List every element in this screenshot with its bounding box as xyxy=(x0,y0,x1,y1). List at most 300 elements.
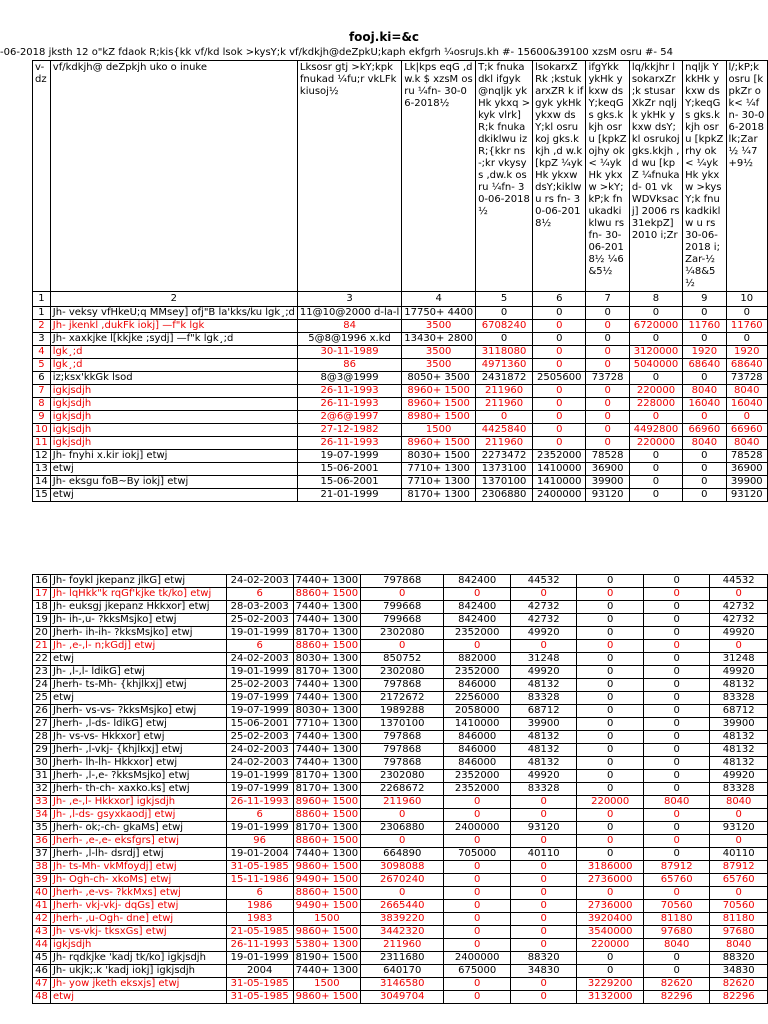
total-pay-value: 797868 xyxy=(361,731,444,744)
row-number: 40 xyxy=(33,887,51,900)
table-row xyxy=(33,705,768,718)
second-benefit-increase: 11760 xyxy=(683,320,726,333)
second-benefit-increase: 66960 xyxy=(683,424,726,437)
employee-name: Jh- ,l-ds- gsyxkaodj] etwj xyxy=(50,809,226,822)
pay-scale: 8960+ 1500 xyxy=(293,796,360,809)
joining-date: 2@6@1997 xyxy=(297,411,401,424)
pay-scale: 3500 xyxy=(402,320,476,333)
row-number: 1 xyxy=(33,307,51,320)
pay-scale: 8030+ 1300 xyxy=(293,705,360,718)
row-number: 20 xyxy=(33,627,51,640)
pay-scale: 7710+ 1300 xyxy=(402,463,476,476)
employee-name: Jh- vs-vs- Hkkxor] etwj xyxy=(50,731,226,744)
employee-name: Jherh- ,l-lh- dsrdj] etwj xyxy=(50,848,226,861)
current-increase-value: 87912 xyxy=(710,861,768,874)
employee-name: Jh- ukjk;.k 'kadj iokj] igkjsdjh xyxy=(50,965,226,978)
employee-name: Jh- rqdkjke 'kadj tk/ko] igkjsdjh xyxy=(50,952,226,965)
employee-name: Jh- fnyhi x.kir iokj] etwj xyxy=(50,450,297,463)
revised-cost-value: 0 xyxy=(577,692,644,705)
second-benefit-increase: 0 xyxy=(644,770,710,783)
revised-cost-value: 0 xyxy=(577,952,644,965)
pay-scale: 7710+ 1300 xyxy=(293,718,360,731)
total-pay-value: 1370100 xyxy=(476,476,533,489)
joining-date: 21-01-1999 xyxy=(297,489,401,502)
joining-date: 19-07-1999 xyxy=(226,783,293,796)
row-number: 23 xyxy=(33,666,51,679)
increase-value: 0 xyxy=(586,307,629,320)
second-benefit-increase: 0 xyxy=(644,757,710,770)
table-row xyxy=(33,359,768,372)
table-row xyxy=(33,437,768,450)
increase-value: 39900 xyxy=(586,476,629,489)
revised-cost-value: 3920400 xyxy=(577,913,644,926)
row-number: 28 xyxy=(33,731,51,744)
scheme-cost-value: 0 xyxy=(444,913,511,926)
row-number: 42 xyxy=(33,913,51,926)
revised-cost-value: 0 xyxy=(577,614,644,627)
scheme-cost-value: 0 xyxy=(444,939,511,952)
pay-scale: 8030+ 1300 xyxy=(293,653,360,666)
column-number-row xyxy=(33,292,768,307)
pay-scale: 7440+ 1300 xyxy=(293,679,360,692)
second-benefit-increase: 0 xyxy=(644,718,710,731)
header-cell: Lk|kps eqG ,dw.k $ xzsM osru ¼fn- 30-06-2018½ xyxy=(402,61,476,292)
document-subtitle: -06-2018 jksth 12 o"kZ fdaok R;kis{kk vf/kd lsok >kysY;k vf/kdkjh@deZpkU;kaph ekfgrh ¼osruJs.kh #- 15600&39100 xzsM osru #- 54 xyxy=(0,47,673,58)
increase-value: 68712 xyxy=(511,705,577,718)
row-number: 17 xyxy=(33,588,51,601)
pay-scale: 8980+ 1500 xyxy=(402,411,476,424)
current-increase-value: 0 xyxy=(710,887,768,900)
current-increase-value: 42732 xyxy=(710,614,768,627)
employee-name: igkjsdjh xyxy=(50,398,297,411)
increase-value: 83328 xyxy=(511,783,577,796)
scheme-cost-value: 1410000 xyxy=(444,718,511,731)
total-pay-value: 2273472 xyxy=(476,450,533,463)
scheme-cost-value: 0 xyxy=(533,359,586,372)
table-row xyxy=(33,757,768,770)
row-number: 34 xyxy=(33,809,51,822)
increase-value: 0 xyxy=(586,437,629,450)
current-increase-value: 1920 xyxy=(726,346,767,359)
total-pay-value: 2302080 xyxy=(361,770,444,783)
column-number: 3 xyxy=(297,292,401,307)
revised-cost-value: 0 xyxy=(577,627,644,640)
pay-scale: 7440+ 1300 xyxy=(293,601,360,614)
joining-date: 25-02-2003 xyxy=(226,614,293,627)
second-benefit-increase: 70560 xyxy=(644,900,710,913)
revised-cost-value: 3186000 xyxy=(577,861,644,874)
pay-scale: 8030+ 1500 xyxy=(402,450,476,463)
row-number: 30 xyxy=(33,757,51,770)
increase-value: 48132 xyxy=(511,731,577,744)
table-row xyxy=(33,346,768,359)
row-number: 32 xyxy=(33,783,51,796)
scheme-cost-value: 675000 xyxy=(444,965,511,978)
pay-scale: 9860+ 1500 xyxy=(293,926,360,939)
pay-scale: 1500 xyxy=(402,424,476,437)
increase-value: 0 xyxy=(586,424,629,437)
joining-date: 28-03-2003 xyxy=(226,601,293,614)
revised-cost-value: 220000 xyxy=(577,939,644,952)
row-number: 18 xyxy=(33,601,51,614)
table-row xyxy=(33,822,768,835)
current-increase-value: 8040 xyxy=(710,796,768,809)
revised-cost-value: 0 xyxy=(629,411,682,424)
joining-date: 19-07-1999 xyxy=(297,450,401,463)
pay-scale: 8170+ 1300 xyxy=(293,770,360,783)
row-number: 5 xyxy=(33,359,51,372)
employee-name: Jherh- ,e-,e- eksfgrs] etwj xyxy=(50,835,226,848)
total-pay-value: 3442320 xyxy=(361,926,444,939)
joining-date: 6 xyxy=(226,887,293,900)
table-body-part-2 xyxy=(33,575,768,1004)
revised-cost-value: 0 xyxy=(577,718,644,731)
table-row xyxy=(33,796,768,809)
current-increase-value: 66960 xyxy=(726,424,767,437)
header-row xyxy=(33,61,768,292)
total-pay-value: 797868 xyxy=(361,679,444,692)
table-row xyxy=(33,411,768,424)
total-pay-value: 0 xyxy=(361,640,444,653)
total-pay-value: 0 xyxy=(476,333,533,346)
scheme-cost-value: 705000 xyxy=(444,848,511,861)
joining-date: 26-11-1993 xyxy=(297,398,401,411)
row-number: 44 xyxy=(33,939,51,952)
total-pay-value: 797868 xyxy=(361,757,444,770)
second-benefit-increase: 82296 xyxy=(644,991,710,1004)
pay-scale: 9860+ 1500 xyxy=(293,861,360,874)
total-pay-value: 640170 xyxy=(361,965,444,978)
increase-value: 0 xyxy=(586,320,629,333)
second-benefit-increase: 0 xyxy=(644,731,710,744)
total-pay-value: 2311680 xyxy=(361,952,444,965)
joining-date: 15-11-1986 xyxy=(226,874,293,887)
employee-name: etwj xyxy=(50,463,297,476)
current-increase-value: 88320 xyxy=(710,952,768,965)
current-increase-value: 8040 xyxy=(726,385,767,398)
increase-value: 39900 xyxy=(511,718,577,731)
total-pay-value: 850752 xyxy=(361,653,444,666)
current-increase-value: 42732 xyxy=(710,601,768,614)
total-pay-value: 1989288 xyxy=(361,705,444,718)
joining-date: 25-02-2003 xyxy=(226,679,293,692)
data-table-part-2 xyxy=(32,574,768,1004)
revised-cost-value: 0 xyxy=(577,822,644,835)
second-benefit-increase: 0 xyxy=(644,692,710,705)
second-benefit-increase: 0 xyxy=(644,952,710,965)
pay-scale: 7440+ 1300 xyxy=(293,757,360,770)
second-benefit-increase: 0 xyxy=(644,601,710,614)
table-row xyxy=(33,320,768,333)
table-row xyxy=(33,653,768,666)
revised-cost-value: 220000 xyxy=(629,437,682,450)
scheme-cost-value: 0 xyxy=(444,835,511,848)
joining-date: 8@3@1999 xyxy=(297,372,401,385)
pay-scale: 7440+ 1300 xyxy=(293,965,360,978)
header-cell: lsokarxZRk ;kstukarxZR k ifgyk ykHk ykxw dsY;kl osrukoj gks.kkjh ,d w.k [kpZ ¼ykHk ykxw dsY;kiklwu rs fn- 30-06-2018½ xyxy=(533,61,586,292)
joining-date: 6 xyxy=(226,640,293,653)
column-number: 4 xyxy=(402,292,476,307)
current-increase-value: 48132 xyxy=(710,731,768,744)
scheme-cost-value: 0 xyxy=(444,861,511,874)
total-pay-value: 0 xyxy=(361,835,444,848)
table-row xyxy=(33,398,768,411)
current-increase-value: 36900 xyxy=(726,463,767,476)
joining-date: 6 xyxy=(226,588,293,601)
pay-scale: 7440+ 1300 xyxy=(293,744,360,757)
current-increase-value: 82620 xyxy=(710,978,768,991)
revised-cost-value: 0 xyxy=(577,770,644,783)
table-row xyxy=(33,307,768,320)
table-row xyxy=(33,848,768,861)
increase-value: 49920 xyxy=(511,666,577,679)
total-pay-value: 0 xyxy=(361,588,444,601)
revised-cost-value: 2736000 xyxy=(577,874,644,887)
joining-date: 26-11-1993 xyxy=(297,437,401,450)
increase-value: 93120 xyxy=(586,489,629,502)
total-pay-value: 0 xyxy=(361,887,444,900)
total-pay-value: 799668 xyxy=(361,601,444,614)
pay-scale: 8960+ 1500 xyxy=(402,437,476,450)
scheme-cost-value: 842400 xyxy=(444,614,511,627)
employee-name: lgk¸;d xyxy=(50,359,297,372)
table-row xyxy=(33,874,768,887)
scheme-cost-value: 842400 xyxy=(444,575,511,588)
revised-cost-value: 0 xyxy=(577,640,644,653)
revised-cost-value: 0 xyxy=(629,489,682,502)
increase-value: 0 xyxy=(511,913,577,926)
row-number: 21 xyxy=(33,640,51,653)
joining-date: 15-06-2001 xyxy=(226,718,293,731)
employee-name: Jh- ts-Mh- vkMfoydj] etwj xyxy=(50,861,226,874)
employee-name: Jh- veksy vfHkeU;q MMsey] ofj"B la'kks/ku lgk¸;d xyxy=(50,307,297,320)
table-row xyxy=(33,666,768,679)
table-row xyxy=(33,887,768,900)
row-number: 48 xyxy=(33,991,51,1004)
scheme-cost-value: 2352000 xyxy=(444,666,511,679)
table-body-part-1 xyxy=(33,307,768,502)
total-pay-value: 1370100 xyxy=(361,718,444,731)
increase-value: 0 xyxy=(586,411,629,424)
scheme-cost-value: 2505600 xyxy=(533,372,586,385)
increase-value: 0 xyxy=(511,796,577,809)
pay-scale: 8170+ 1300 xyxy=(293,783,360,796)
total-pay-value: 4971360 xyxy=(476,359,533,372)
row-number: 29 xyxy=(33,744,51,757)
row-number: 14 xyxy=(33,476,51,489)
pay-scale: 13430+ 2800 xyxy=(402,333,476,346)
increase-value: 49920 xyxy=(511,770,577,783)
scheme-cost-value: 2058000 xyxy=(444,705,511,718)
total-pay-value: 4425840 xyxy=(476,424,533,437)
employee-name: Jh- ,e-,l- Hkkxor] igkjsdjh xyxy=(50,796,226,809)
current-increase-value: 39900 xyxy=(710,718,768,731)
revised-cost-value: 0 xyxy=(577,679,644,692)
revised-cost-value: 0 xyxy=(629,333,682,346)
scheme-cost-value: 2352000 xyxy=(444,783,511,796)
header-cell: v-dz xyxy=(33,61,51,292)
revised-cost-value: 0 xyxy=(577,705,644,718)
revised-cost-value: 0 xyxy=(577,809,644,822)
joining-date: 19-07-1999 xyxy=(226,692,293,705)
table-row xyxy=(33,463,768,476)
employee-name: Jherh- ,l-vkj- {khjlkxj] etwj xyxy=(50,744,226,757)
joining-date: 26-11-1993 xyxy=(226,796,293,809)
pay-scale: 9490+ 1500 xyxy=(293,874,360,887)
pay-scale: 8170+ 1300 xyxy=(293,822,360,835)
header-cell: Lksosr gtj >kY;kpk fnukad ¼fu;r vkLFkkiusoj½ xyxy=(297,61,401,292)
row-number: 16 xyxy=(33,575,51,588)
scheme-cost-value: 0 xyxy=(444,809,511,822)
scheme-cost-value: 2256000 xyxy=(444,692,511,705)
employee-name: Jh- xaxkjke l[kkjke ;sydj] —f"k lgk¸;d xyxy=(50,333,297,346)
total-pay-value: 211960 xyxy=(361,939,444,952)
employee-name: Jh- eksgu foB~By iokj] etwj xyxy=(50,476,297,489)
scheme-cost-value: 2400000 xyxy=(444,822,511,835)
column-number: 6 xyxy=(533,292,586,307)
employee-name: etwj xyxy=(50,692,226,705)
increase-value: 0 xyxy=(511,640,577,653)
joining-date: 21-05-1985 xyxy=(226,926,293,939)
increase-value: 31248 xyxy=(511,653,577,666)
total-pay-value: 211960 xyxy=(476,385,533,398)
employee-name: Jherh- vs-vs- ?kksMsjko] etwj xyxy=(50,705,226,718)
revised-cost-value: 0 xyxy=(577,731,644,744)
table-row xyxy=(33,835,768,848)
second-benefit-increase: 87912 xyxy=(644,861,710,874)
column-number: 1 xyxy=(33,292,51,307)
increase-value: 36900 xyxy=(586,463,629,476)
total-pay-value: 211960 xyxy=(476,398,533,411)
current-increase-value: 31248 xyxy=(710,653,768,666)
row-number: 27 xyxy=(33,718,51,731)
total-pay-value: 211960 xyxy=(476,437,533,450)
revised-cost-value: 3540000 xyxy=(577,926,644,939)
employee-name: Jherh- ts-Mh- {khjlkxj] etwj xyxy=(50,679,226,692)
current-increase-value: 83328 xyxy=(710,692,768,705)
employee-name: Jh- jkenkl ,dukFk iokj] —f"k lgk xyxy=(50,320,297,333)
scheme-cost-value: 846000 xyxy=(444,744,511,757)
total-pay-value: 3146580 xyxy=(361,978,444,991)
table-row xyxy=(33,424,768,437)
increase-value: 0 xyxy=(586,359,629,372)
current-increase-value: 49920 xyxy=(710,627,768,640)
employee-name: Jh- ,l-,l- ldikG] etwj xyxy=(50,666,226,679)
joining-date: 24-02-2003 xyxy=(226,653,293,666)
joining-date: 30-11-1989 xyxy=(297,346,401,359)
scheme-cost-value: 0 xyxy=(533,411,586,424)
header-cell: T;k fnukadkl ifgyk@nqljk ykHk ykxq >kyk vlrk] R;k fnukadkiklwu izR;{kkr ns-;kr vkysys ,dw.k osru ¼fn- 30-06-2018½ xyxy=(476,61,533,292)
scheme-cost-value: 0 xyxy=(533,437,586,450)
scheme-cost-value: 0 xyxy=(444,874,511,887)
increase-value: 0 xyxy=(511,887,577,900)
table-row xyxy=(33,926,768,939)
increase-value: 0 xyxy=(511,939,577,952)
current-increase-value: 97680 xyxy=(710,926,768,939)
row-number: 10 xyxy=(33,424,51,437)
table-row xyxy=(33,692,768,705)
current-increase-value: 40110 xyxy=(710,848,768,861)
current-increase-value: 0 xyxy=(710,588,768,601)
revised-cost-value: 0 xyxy=(577,666,644,679)
total-pay-value: 2670240 xyxy=(361,874,444,887)
joining-date: 6 xyxy=(226,809,293,822)
pay-scale: 8170+ 1300 xyxy=(293,627,360,640)
second-benefit-increase: 8040 xyxy=(644,939,710,952)
row-number: 22 xyxy=(33,653,51,666)
increase-value: 0 xyxy=(586,385,629,398)
document-title: fooj.ki=&c xyxy=(348,30,420,44)
second-benefit-increase: 82620 xyxy=(644,978,710,991)
table-row xyxy=(33,489,768,502)
header-cell: ifgYkk ykHk ykxw dsY;keqGs gks.kkjh osru [kpkZojhy ok< ¼ykHk ykxw >kY;kP;k fnukadkiklwu rs fn- 30-06-2018½ ¼6&5½ xyxy=(586,61,629,292)
joining-date: 19-01-1999 xyxy=(226,666,293,679)
row-number: 12 xyxy=(33,450,51,463)
row-number: 15 xyxy=(33,489,51,502)
pay-scale: 7440+ 1300 xyxy=(293,575,360,588)
scheme-cost-value: 1410000 xyxy=(533,463,586,476)
pay-scale: 8860+ 1500 xyxy=(293,835,360,848)
increase-value: 73728 xyxy=(586,372,629,385)
total-pay-value: 2268672 xyxy=(361,783,444,796)
pay-scale: 8860+ 1500 xyxy=(293,809,360,822)
increase-value: 0 xyxy=(511,588,577,601)
total-pay-value: 664890 xyxy=(361,848,444,861)
pay-scale: 9490+ 1500 xyxy=(293,900,360,913)
table-row xyxy=(33,861,768,874)
employee-name: Jherh- ,e-vs- ?kkMxs] etwj xyxy=(50,887,226,900)
scheme-cost-value: 0 xyxy=(444,887,511,900)
joining-date: 86 xyxy=(297,359,401,372)
increase-value: 0 xyxy=(586,346,629,359)
revised-cost-value: 0 xyxy=(577,757,644,770)
current-increase-value: 93120 xyxy=(726,489,767,502)
table-row xyxy=(33,744,768,757)
joining-date: 11@10@2000 d-la-l xyxy=(297,307,401,320)
second-benefit-increase: 0 xyxy=(683,333,726,346)
employee-name: Jherh- lh-lh- Hkkxor] etwj xyxy=(50,757,226,770)
scheme-cost-value: 2352000 xyxy=(444,770,511,783)
second-benefit-increase: 0 xyxy=(644,627,710,640)
current-increase-value: 93120 xyxy=(710,822,768,835)
revised-cost-value: 0 xyxy=(577,965,644,978)
second-benefit-increase: 0 xyxy=(644,679,710,692)
joining-date: 31-05-1985 xyxy=(226,978,293,991)
second-benefit-increase: 0 xyxy=(644,653,710,666)
row-number: 25 xyxy=(33,692,51,705)
increase-value: 42732 xyxy=(511,614,577,627)
row-number: 35 xyxy=(33,822,51,835)
table-row xyxy=(33,575,768,588)
employee-name: etwj xyxy=(50,991,226,1004)
scheme-cost-value: 0 xyxy=(533,320,586,333)
pay-scale: 8050+ 3500 xyxy=(402,372,476,385)
employee-name: Jh- Ogh-ch- xkoMs] etwj xyxy=(50,874,226,887)
second-benefit-increase: 0 xyxy=(683,476,726,489)
second-benefit-increase: 0 xyxy=(683,463,726,476)
current-increase-value: 48132 xyxy=(710,757,768,770)
revised-cost-value: 0 xyxy=(629,372,682,385)
column-number: 8 xyxy=(629,292,682,307)
table-row xyxy=(33,450,768,463)
total-pay-value: 2302080 xyxy=(361,627,444,640)
current-increase-value: 0 xyxy=(710,640,768,653)
increase-value: 0 xyxy=(511,991,577,1004)
joining-date: 31-05-1985 xyxy=(226,861,293,874)
scheme-cost-value: 0 xyxy=(444,991,511,1004)
second-benefit-increase: 0 xyxy=(644,809,710,822)
second-benefit-increase: 0 xyxy=(644,848,710,861)
